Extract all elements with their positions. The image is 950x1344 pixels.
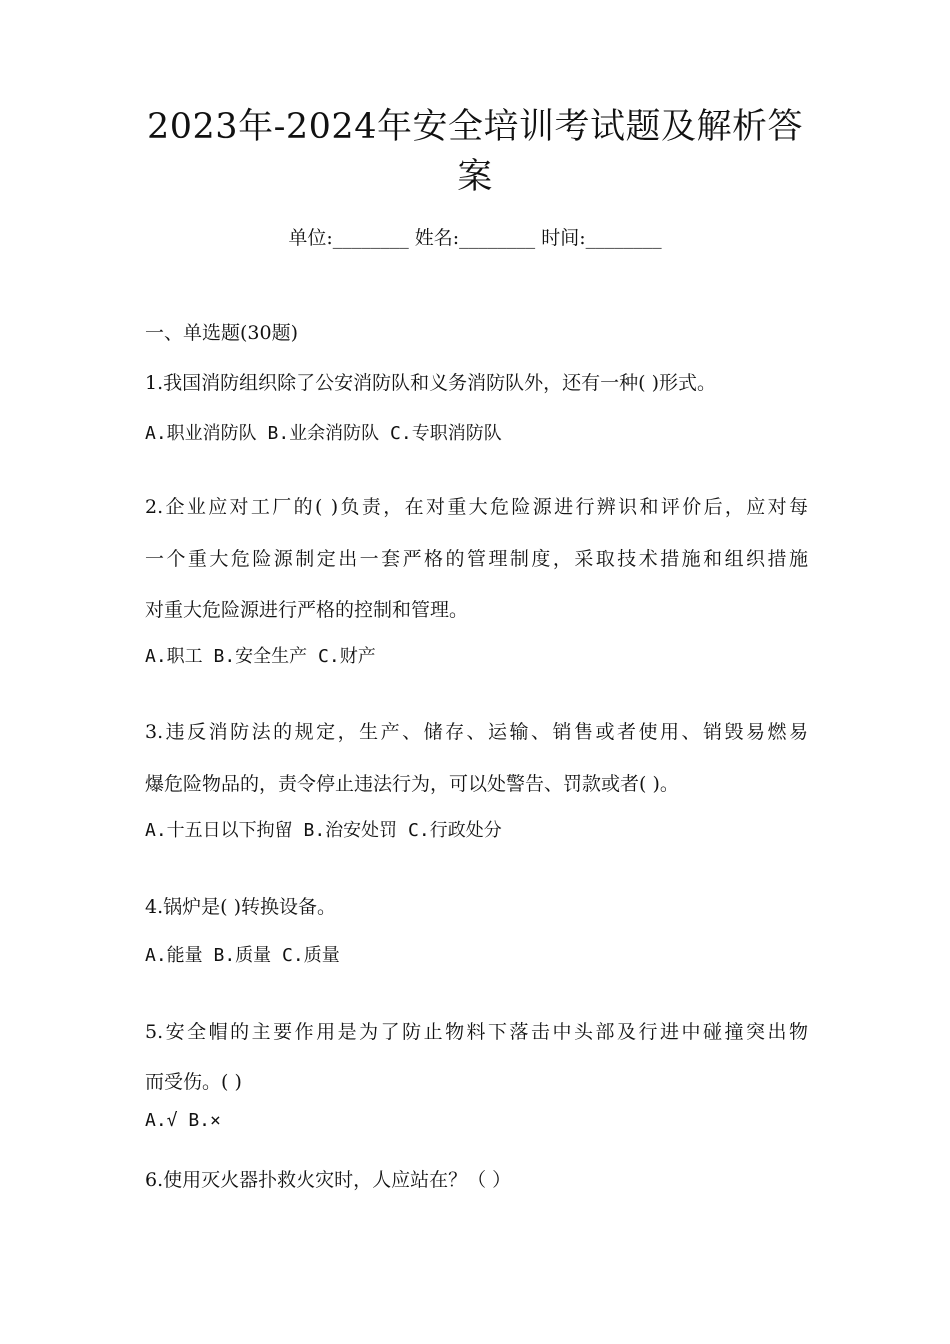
candidate-info-line: 单位:________ 姓名:________ 时间:________ [288,227,662,249]
question-5-options: A.√ B.× [145,1110,221,1131]
document-title-line-2: 案 [457,157,493,197]
section-heading: 一、单选题(30题) [145,322,299,344]
question-4-text: 4.锅炉是( )转换设备。 [145,896,336,918]
question-2-text-line-1: 2.企业应对工厂的( )负责，在对重大危险源进行辨识和评价后，应对每 [145,496,808,518]
question-2-text-line-2: 一个重大危险源制定出一套严格的管理制度，采取技术措施和组织措施 [145,548,808,570]
question-3-options: A.十五日以下拘留 B.治安处罚 C.行政处分 [145,820,502,841]
question-1-options: A.职业消防队 B.业余消防队 C.专职消防队 [145,423,502,444]
question-2-text-line-3: 对重大危险源进行严格的控制和管理。 [145,599,469,621]
question-2-options: A.职工 B.安全生产 C.财产 [145,646,376,667]
question-5-text-line-1: 5.安全帽的主要作用是为了防止物料下落击中头部及行进中碰撞突出物 [145,1021,808,1043]
question-3-text-line-1: 3.违反消防法的规定，生产、储存、运输、销售或者使用、销毁易燃易 [145,721,808,743]
question-4-options: A.能量 B.质量 C.质量 [145,945,340,966]
document-title-line-1: 2023年-2024年安全培训考试题及解析答 [147,107,803,147]
question-1-text: 1.我国消防组织除了公安消防队和义务消防队外，还有一种( )形式。 [145,372,716,394]
question-5-text-line-2: 而受伤。( ) [145,1071,242,1093]
question-6-text: 6.使用灭火器扑救火灾时，人应站在？（ ） [145,1169,512,1191]
question-3-text-line-2: 爆危险物品的，责令停止违法行为，可以处警告、罚款或者( )。 [145,773,679,795]
